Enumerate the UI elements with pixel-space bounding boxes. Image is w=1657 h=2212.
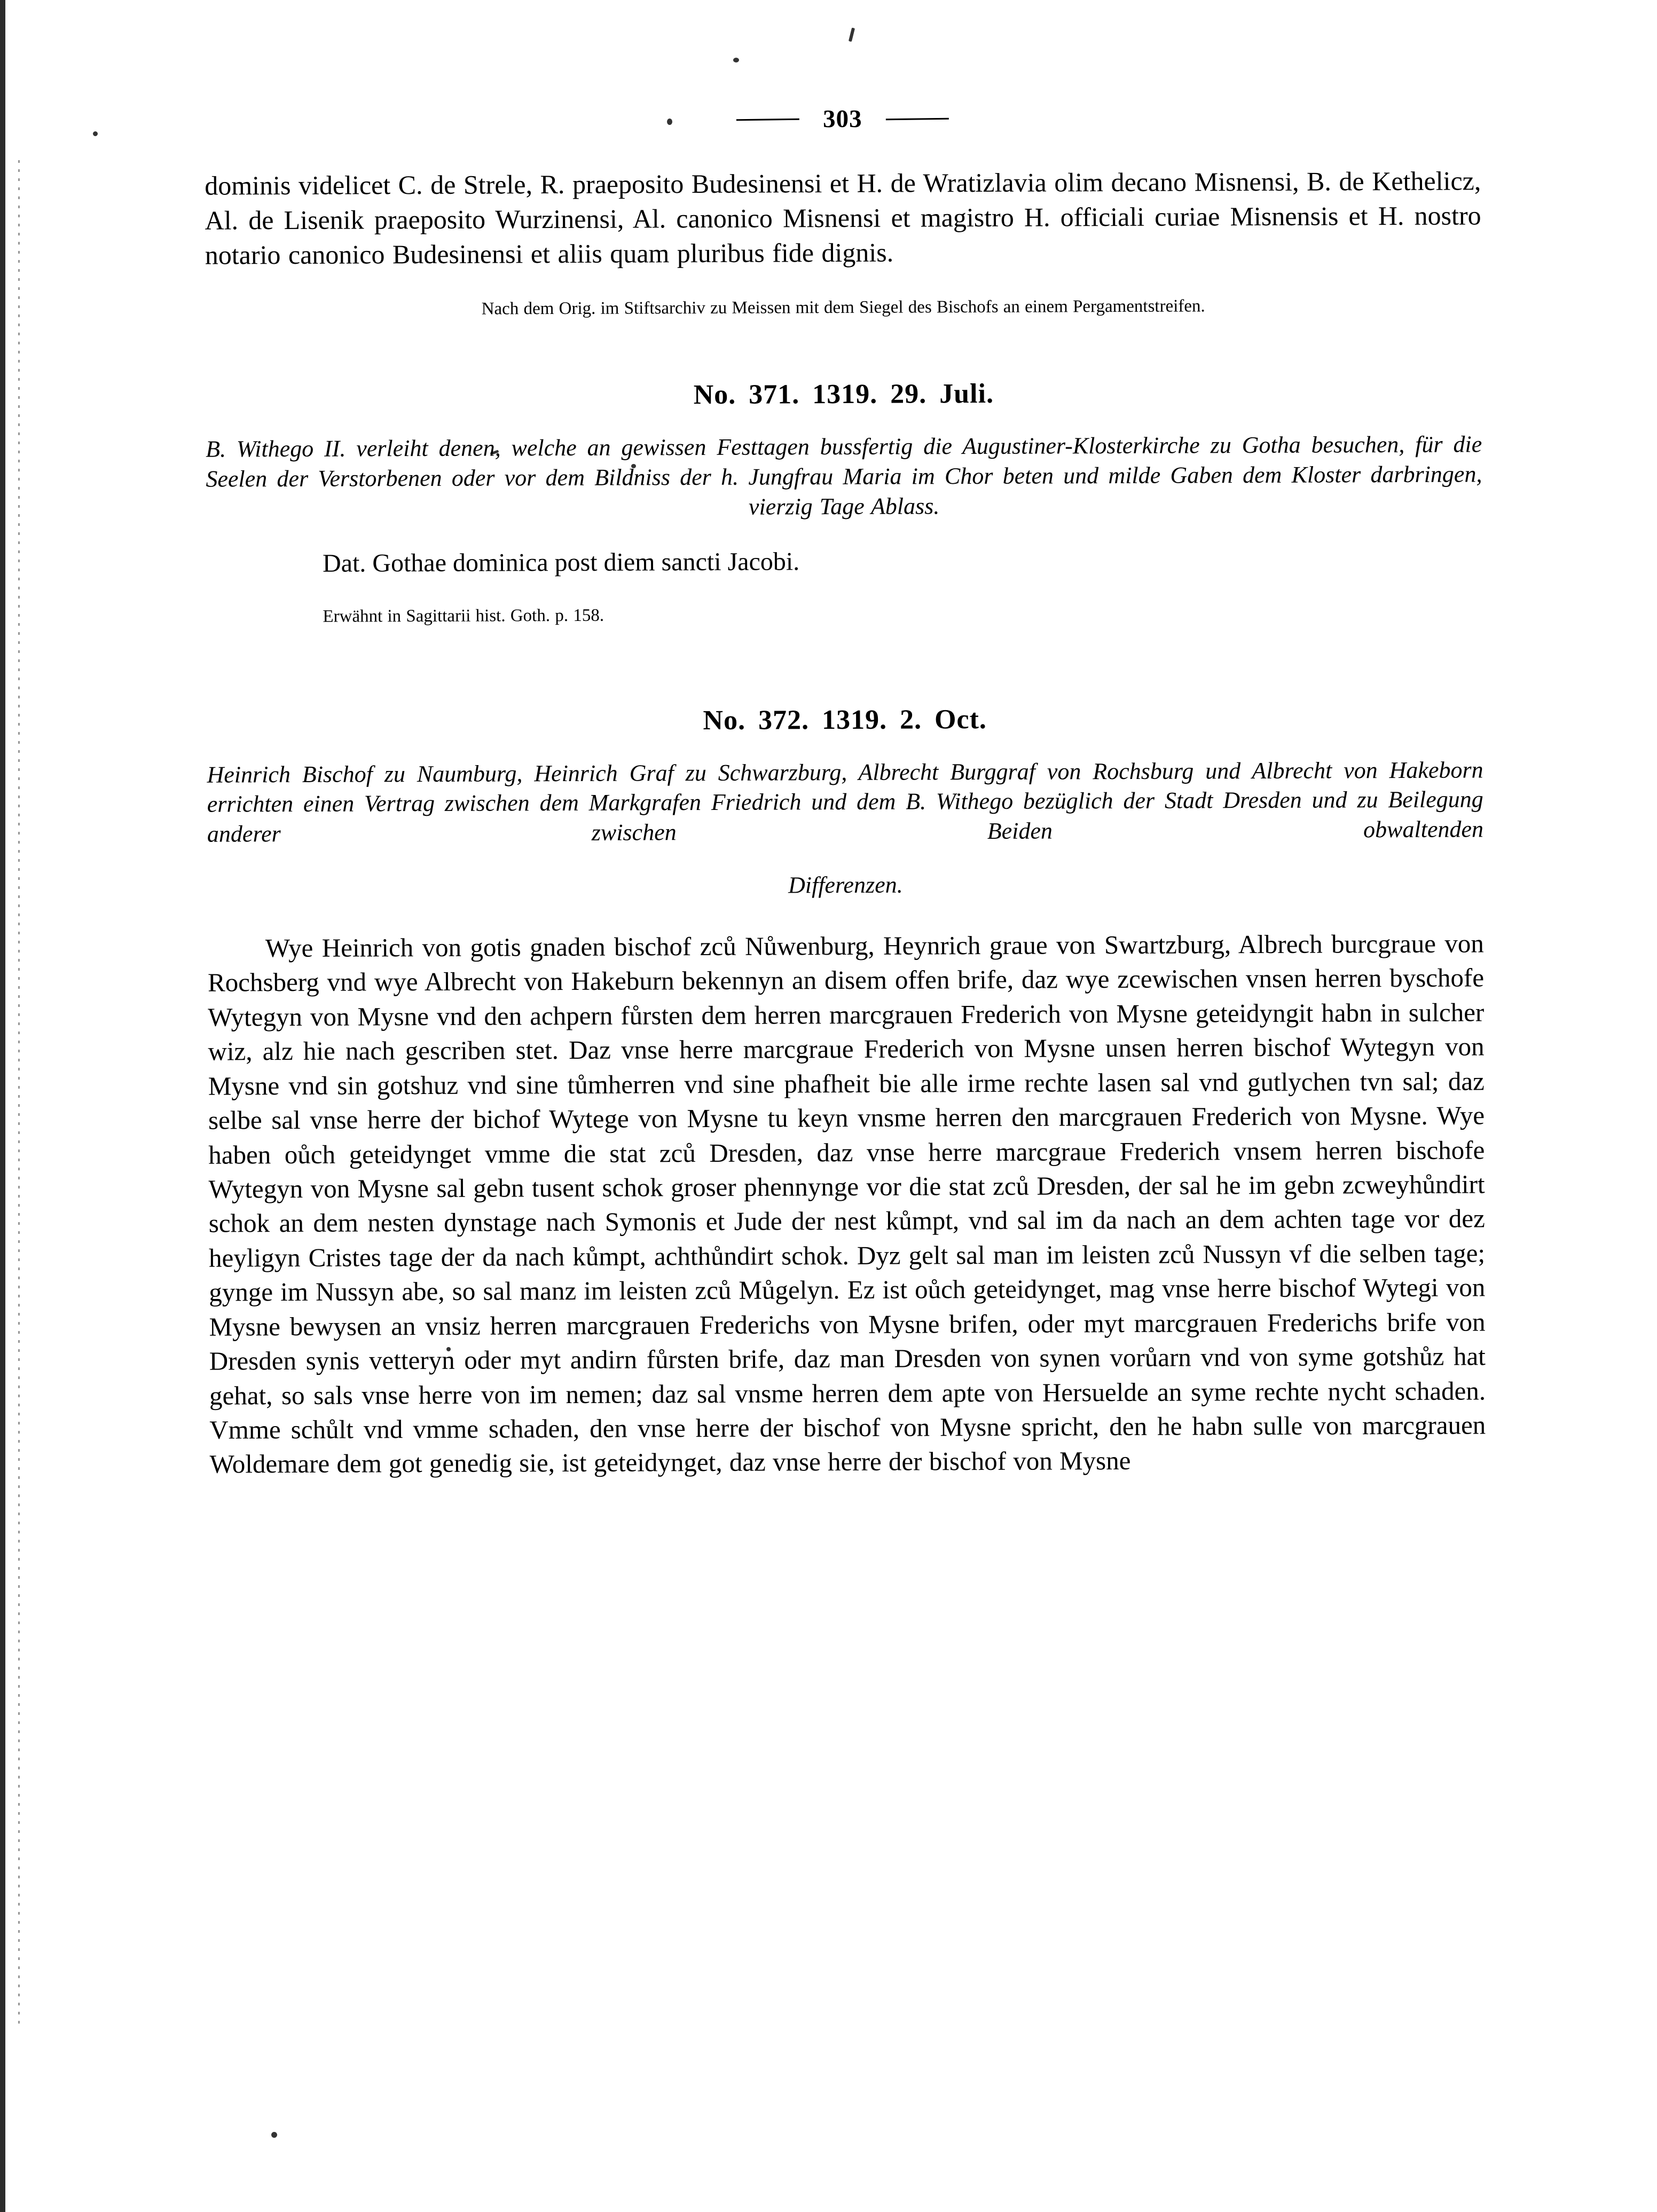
folio-rule-right	[886, 118, 949, 120]
charter-regest-371: B. Withego II. verleiht denen, welche an gewissen Festtagen bussfertig die Augustiner-Klosterkirche zu Gotha besuchen, für die Seelen der Verstorbenen oder vor dem Bildniss der h. Jungfrau Maria im Chor beten und milde Gaben dem Kloster darbringen, vierzig Tage Ablass.	[206, 431, 1482, 520]
scan-speckle-column	[18, 160, 20, 2029]
page-folio	[205, 104, 1481, 134]
scan-speck	[93, 131, 98, 136]
charter-heading-371: No. 371. 1319. 29. Juli.	[693, 379, 994, 411]
continuation-paragraph: dominis videlicet C. de Strele, R. praeposito Budesinensi et H. de Wratizlavia olim decano Misnensi, B. de Kethelicz, Al. de Lisenik praeposito Wurzinensi, Al. canonico Misnensi et magistro H. officiali curiae Misnensis et H. nostro notario canonico Budesinensi et aliis quam pluribus fide dignis.	[205, 166, 1481, 270]
source-note-previous-charter: Nach dem Orig. im Stiftsarchiv zu Meissen mit dem Siegel des Bischofs an einem Pergamentstreifen.	[481, 296, 1205, 319]
page-content-column	[204, 0, 1486, 1508]
charter-dateline-371: Dat. Gothae dominica post diem sancti Jacobi.	[322, 547, 800, 578]
folio-rule-left	[736, 119, 799, 121]
source-note-371: Erwähnt in Sagittarii hist. Goth. p. 158.	[323, 605, 604, 627]
charter-heading-372: No. 372. 1319. 2. Oct.	[703, 704, 987, 736]
charter-regest-372-last-line: Differenzen.	[788, 871, 903, 899]
charter-regest-372: Heinrich Bischof zu Naumburg, Heinrich Graf zu Schwarzburg, Albrecht Burggraf von Rochsburg und Albrecht von Hakeborn errichten einen Vertrag zwischen dem Markgrafen Friedrich und dem B. Withego bezüglich der Stadt Dresden und zu Beilegung anderer zwischen Beiden obwaltenden	[207, 756, 1484, 847]
charter-body-372: Wye Heinrich von gotis gnaden bischof zců Nůwenburg, Heynrich graue von Swartzburg, Albrech burcgraue von Rochsberg vnd wye Albrecht von Hakeburn bekennyn an disem offen brife, daz wye zcewischen vnsen herren byschofe Wytegyn von Mysne vnd den achpern fůrsten dem herren marcgrauen Frederich von Mysne geteidyngit habn in sulcher wiz, alz hie nach gescriben stet. Daz vnse herre marcgraue Frederich von Mysne unsen herren bischof Wytegyn von Mysne vnd sin gotshuz vnd sine tůmherren vnd sine phafheit bie alle irme rechte lasen sal vnd gutlychen tvn sal; daz selbe sal vnse herre der bichof Wytege von Mysne tu keyn vnsme herren den marcgrauen Frederich von Mysne. Wye haben oůch geteidynget vmme die stat zců Dresden, daz vnse herre marcgraue Frederich vnsem herren bischofe Wytegyn von Mysne sal gebn tusent schok groser phennynge vor die stat zců Dresden, der sal he im gebn zcweyhůndirt schok an dem nesten dynstage nach Symonis et Jude der nest kůmpt, vnd sal im da nach an dem achten tage vor dez heyligyn Cristes tage der da nach kůmpt, achthůndirt schok. Dyz gelt sal man im leisten zců Nussyn vf die selben tage; gynge im Nussyn abe, so sal manz im leisten zců Můgelyn. Ez ist oůch geteidynget, mag vnse herre bischof Wytegi von Mysne bewysen an vnsiz herren marcgrauen Frederichs von Mysne brifen, oder myt marcgrauen Frederichs brife von Dresden synis vetteryn oder myt andirn fůrsten brife, daz man Dresden von synen vorůarn vnd von syme gotshůz hat gehat, so sals vnse herre von im nemen; daz sal vnsme herren dem apte von Hersuelde an syme rechte nycht schaden. Vmme schůlt vnd vmme schaden, den vnse herre der bischof von Mysne spricht, den he habn sulle von marcgrauen Woldemare dem got genedig sie, ist geteidynget, daz vnse herre der bischof von Mysne	[207, 928, 1486, 1479]
scan-gutter-edge	[0, 0, 5, 2212]
folio-number: 303	[823, 105, 862, 133]
scan-speck	[271, 2132, 277, 2138]
